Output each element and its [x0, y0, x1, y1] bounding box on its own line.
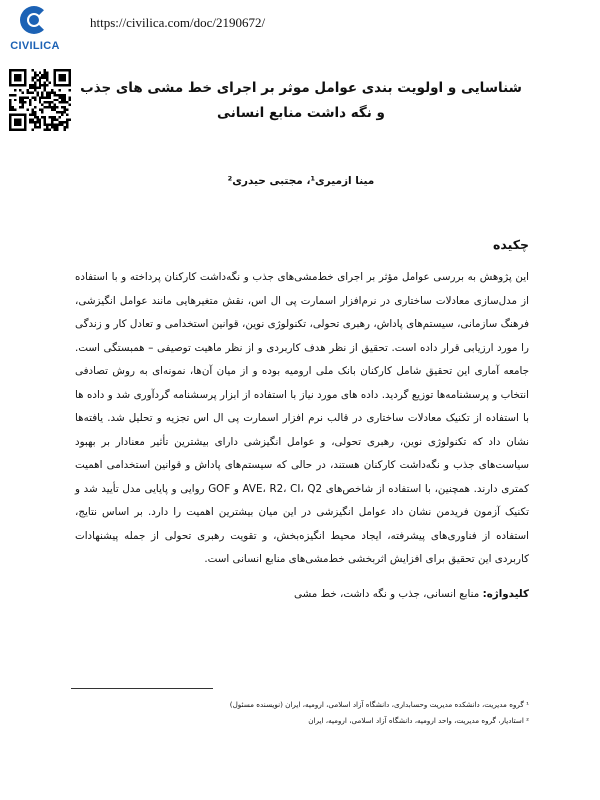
qr-code-icon [9, 69, 71, 131]
civilica-logo-icon[interactable] [6, 6, 64, 56]
paper-authors: مینا ازمیری¹، مجتبی حیدری² [227, 175, 375, 187]
keywords-list: منابع انسانی، جذب و نگه داشت، خط مشی [294, 588, 480, 600]
logo-dot [29, 15, 39, 25]
keywords-line [75, 585, 529, 603]
document-url[interactable]: https://civilica.com/doc/2190672/ [90, 15, 266, 30]
footnote-2: ² استادیار، گروه مدیریت، واحد ارومیه، دانشگاه آزاد اسلامی، ارومیه، ایران [308, 716, 529, 725]
paper-title: شناسایی و اولویت بندی عوامل موثر بر اجرای خط مشی های جذب و نگه داشت منابع انسانی [80, 80, 522, 121]
footnote-1: ¹ گروه مدیریت، دانشکده مدیریت وحسابداری، دانشگاه آزاد اسلامی، ارومیه، ایران (نویسنده مسئول) [229, 700, 529, 709]
logo-text: CIVILICA [10, 40, 60, 52]
footnote-divider [71, 688, 213, 689]
abstract-body: این پژوهش به بررسی عوامل مؤثر بر اجرای خط‌مشی‌های جذب و نگه‌داشت کارکنان پرداخته و با استفاده از مدل‌سازی معادلات ساختاری در نرم‌افزار اسمارت پی ال اس، نقش متغیرهایی مانند عوامل انگیزشی، فرهنگ سازمانی، سیستم‌های پاداش، رهبری تحولی، تکنولوژی نوین، قوانین استخدامی و تعادل کار و زندگی را مورد ارزیابی قرار داده است. تحقیق از نظر هدف کاربردی و از نظر ماهیت توصیفی – همبستگی است. جامعه آماری این تحقیق شامل کارکنان بانک ملی ارومیه بوده و از میان آن‌ها، نمونه‌ای به روش تصادفی انتخاب و پرسشنامه‌ها توزیع گردید. داده های مورد نیاز با استفاده از ابزار پرسشنامه گردآوری شد و داده ها با استفاده از تکنیک معادلات ساختاری در قالب نرم افزار اسمارت پی ال اس تجزیه و تحلیل شد. یافته‌ها نشان داد که تکنولوژی نوین، رهبری تحولی، و عوامل انگیزشی دارای بیشترین تأثیر معنادار بر بهبود سیاست‌های جذب و نگه‌داشت کارکنان هستند، در حالی که سیستم‌های پاداش و قوانین استخدامی اهمیت کمتری دارند. همچنین، با استفاده از شاخص‌های AVE، R2، CI، Q2 و GOF روایی و پایایی مدل تأیید شد و تکنیک آزمون فریدمن نشان داد عوامل انگیزشی در این میان بیشترین اهمیت را دارد. بر اساس نتایج، استفاده از فناوری‌های پیشرفته، ایجاد محیط انگیزه‌بخش، و تقویت رهبری تحولی از جمله پیشنهادات کاربردی این تحقیق برای افزایش اثربخشی خط‌مشی‌های منابع انسانی است. [75, 271, 529, 565]
footnotes [200, 697, 529, 729]
abstract-heading: چکیده [493, 237, 529, 252]
keywords-label: کلیدواژه: [482, 588, 529, 600]
